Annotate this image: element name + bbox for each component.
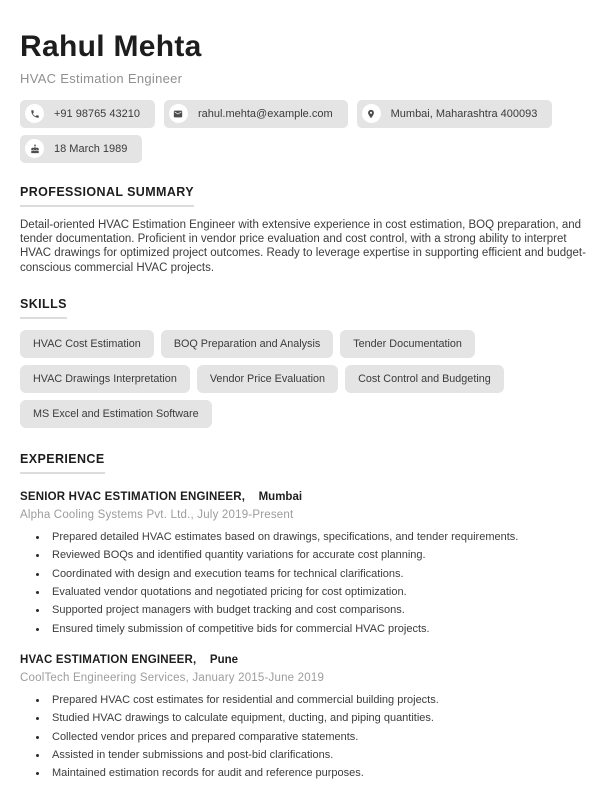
location-chip (357, 100, 553, 128)
skill-chip-list (20, 330, 540, 428)
person-job-title: HVAC Estimation Engineer (20, 70, 183, 86)
phone-icon (25, 104, 44, 123)
summary-text: Detail-oriented HVAC Estimation Engineer with extensive experience in cost estimation, BOQ preparation, and tender documentation. Proficient in vendor price evaluation and cost control, with a strong ability to interpret HVAC drawings for optimized project outcomes. Ready to leverage expertise in supporting efficient and budget-conscious commercial HVAC projects. (20, 218, 586, 274)
job-location: Pune (209, 653, 239, 666)
experience-section (20, 452, 592, 781)
job-bullets (20, 530, 592, 636)
bullet-item: • Evaluated vendor quotations and negotiated pricing for cost optimization. (48, 585, 592, 599)
location-icon (362, 104, 381, 123)
email-address: rahul.mehta@example.com (197, 107, 333, 120)
skill-chip: Tender Documentation (340, 330, 475, 358)
job-entry (20, 486, 592, 636)
birthday-icon (25, 139, 44, 158)
bullet-item: • Prepared detailed HVAC estimates based on drawings, specifications, and tender requirements. (48, 530, 592, 544)
phone-chip (20, 100, 155, 128)
job-location: Mumbai (258, 491, 303, 503)
skill-chip: HVAC Cost Estimation (20, 330, 154, 358)
email-icon (169, 104, 188, 123)
birthday-text: 18 March 1989 (54, 142, 128, 155)
bullet-item: • Studied HVAC drawings to calculate equipment, ducting, and piping quantities. (48, 711, 592, 725)
skill-chip: HVAC Drawings Interpretation (20, 365, 190, 393)
phone-number: +91 98765 43210 (54, 107, 140, 120)
job-company-dates: Alpha Cooling Systems Pvt. Ltd., July 2019-Present (20, 509, 294, 522)
bullet-item: • Supported project managers with budget tracking and cost comparisons. (48, 603, 592, 617)
bullet-item: • Assisted in tender submissions and post-bid clarifications. (48, 748, 592, 762)
job-position: SENIOR HVAC ESTIMATION ENGINEER, (20, 491, 246, 503)
job-title-line (20, 649, 592, 668)
person-name: Rahul Mehta (20, 30, 202, 63)
location-text: Mumbai, Maharashtra 400093 (390, 107, 538, 120)
job-bullets (20, 693, 592, 780)
skills-section (20, 297, 592, 428)
skill-chip: Cost Control and Budgeting (345, 365, 504, 393)
summary-heading: PROFESSIONAL SUMMARY (20, 185, 194, 207)
job-entry (20, 649, 592, 781)
bullet-item: • Prepared HVAC cost estimates for residential and commercial building projects. (48, 693, 592, 707)
bullet-item: • Collected vendor prices and prepared comparative statements. (48, 730, 592, 744)
bullet-item: • Ensured timely submission of competitive bids for commercial HVAC projects. (48, 622, 592, 636)
email-chip (164, 100, 348, 128)
job-position: HVAC ESTIMATION ENGINEER, (20, 653, 197, 666)
bullet-item: • Coordinated with design and execution teams for technical clarifications. (48, 567, 592, 581)
skill-chip: BOQ Preparation and Analysis (161, 330, 333, 358)
skills-heading: SKILLS (20, 297, 67, 319)
summary-section (20, 185, 592, 276)
job-title-line (20, 486, 592, 505)
bullet-item: • Reviewed BOQs and identified quantity variations for accurate cost planning. (48, 548, 592, 562)
birthday-chip (20, 135, 142, 163)
job-company-dates: CoolTech Engineering Services, January 2015-June 2019 (20, 672, 325, 685)
bullet-item: • Maintained estimation records for audit and reference purposes. (48, 766, 592, 780)
experience-heading: EXPERIENCE (20, 452, 105, 474)
skill-chip: Vendor Price Evaluation (197, 365, 338, 393)
skill-chip: MS Excel and Estimation Software (20, 400, 212, 428)
contact-chips (20, 100, 560, 163)
